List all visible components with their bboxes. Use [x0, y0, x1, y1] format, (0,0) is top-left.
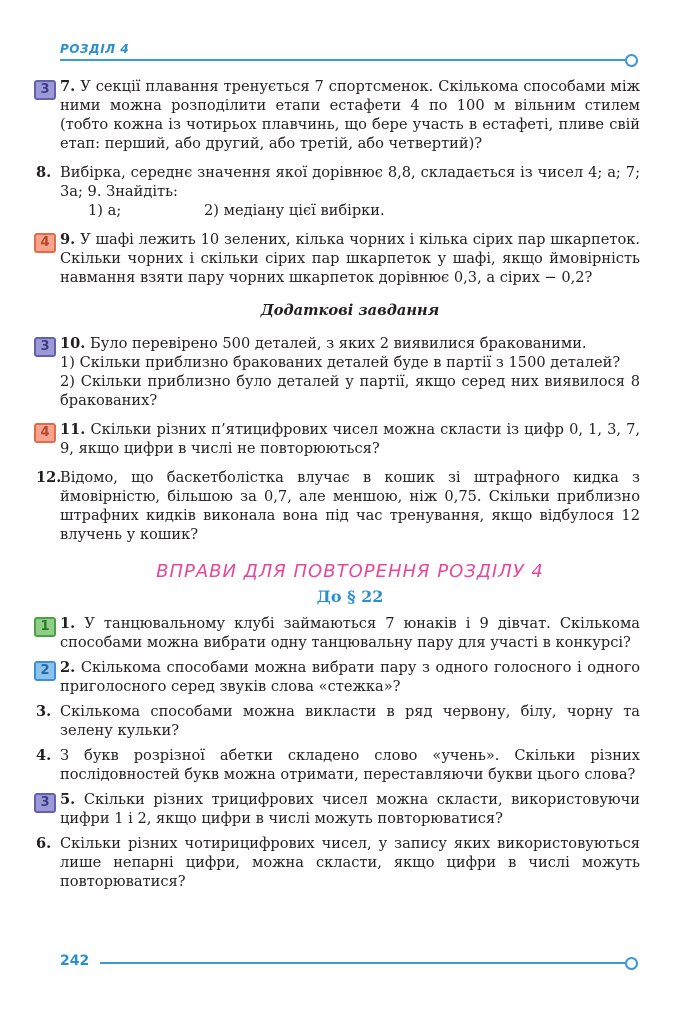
task-text: Скільки різних п’ятицифрових чисел можна скласти із цифр 0, 1, 3, 7, 9, якщо цифри в числі не повторюються?: [60, 421, 641, 457]
level-3-badge-icon: 3: [34, 80, 56, 100]
task-text: Скільки різних трицифрових чисел можна скласти, використовуючи цифри 1 і 2, якщо цифри в числі можуть повторюватися?: [60, 791, 640, 827]
header-rule: [60, 59, 627, 61]
task-number: 12.: [36, 469, 62, 486]
task-text: Скільки різних чотирицифрових чисел, у запису яких використовуються лише непарні цифри, можна скласти, якщо цифри в числі можуть повторюватися?: [60, 835, 640, 890]
task-text: У танцювальному клубі займаються 7 юнаків і 9 дівчат. Скількома способами можна вибрати одну танцювальну пару для участі в конкурсі?: [60, 615, 640, 651]
task-8: [36, 163, 640, 220]
level-4-badge-icon: 4: [34, 423, 56, 443]
task-text: Вибірка, середнє значення якої дорівнює 8,8, складається із чисел 4; a; 7; 3a; 9. Знайдіть:: [60, 164, 640, 200]
task-number: 7.: [60, 78, 76, 95]
additional-tasks-heading: Додаткові завдання: [260, 302, 440, 319]
paragraph-heading: До § 22: [316, 587, 384, 606]
task-text: У секції плавання тренується 7 спортсменок. Скількома способами між ними можна розподілити етапи естафети 4 по 100 м вільним стилем (тобто кожна із чотирьох плавчинь, що бере участь в естафеті, пливе свій етап: перший, або другий, або третій, або четвертий)?: [60, 78, 641, 152]
task-9: [40, 230, 641, 287]
task-number: 10.: [60, 335, 86, 352]
task-option-1: 1) a;: [88, 202, 122, 219]
task-12: [36, 468, 640, 544]
level-3-badge-icon: 3: [34, 793, 56, 813]
review-task-3: [36, 702, 640, 740]
header-rule-end-dot: [625, 54, 638, 67]
task-question-2: 2) Скільки приблизно було деталей у партії, якщо серед них виявилося 8 бракованих?: [60, 373, 640, 409]
task-text: У шафі лежить 10 зелених, кілька чорних і кілька сірих пар шкарпеток. Скільки чорних і скільки сірих пар шкарпеток у шафі, якщо ймовірність навмання взяти пару чорних шкарпеток дорівнює 0,3, а сірих − 0,2?: [60, 231, 641, 286]
task-number: 5.: [60, 791, 76, 808]
task-text: Було перевірено 500 деталей, з яких 2 виявилися бракованими.: [90, 335, 587, 352]
task-number: 1.: [60, 615, 76, 632]
task-text: З букв розрізної абетки складено слово «учень». Скільки різних послідовностей букв можна отримати, переставляючи букви цього слова?: [60, 747, 640, 783]
task-number: 8.: [36, 164, 52, 181]
page-content: [36, 77, 641, 891]
task-number: 11.: [60, 421, 86, 438]
page-number: 242: [60, 953, 90, 969]
level-2-badge-icon: 2: [34, 661, 56, 681]
review-heading: ВПРАВИ ДЛЯ ПОВТОРЕННЯ РОЗДІЛУ 4: [156, 561, 544, 582]
review-task-6: [36, 834, 640, 891]
task-text: Відомо, що баскетболістка влучає в кошик зі штрафного кидка з ймовірністю, більшою за 0,7, але меншою, ніж 0,75. Скільки приблизно штрафних кидків виконала вона під час тренування, якщо відбулося 12 влучень у кошик?: [60, 469, 640, 543]
task-10: [40, 334, 640, 410]
task-number: 2.: [60, 659, 76, 676]
task-text: Скількома способами можна викласти в ряд червону, білу, чорну та зелену кульки?: [60, 703, 640, 739]
level-3-badge-icon: 3: [34, 337, 56, 357]
level-1-badge-icon: 1: [34, 617, 56, 637]
review-task-4: [36, 746, 640, 784]
task-number: 9.: [60, 231, 76, 248]
task-7: [40, 77, 641, 153]
task-number: 4.: [36, 747, 52, 764]
review-task-2: [40, 658, 641, 696]
task-number: 6.: [36, 835, 52, 852]
task-text: Скількома способами можна вибрати пару з одного голосного і одного приголосного серед звуків слова «стежка»?: [60, 659, 641, 695]
task-question-1: 1) Скільки приблизно бракованих деталей буде в партії з 1500 деталей?: [60, 354, 621, 371]
level-4-badge-icon: 4: [34, 233, 56, 253]
footer-rule: [100, 962, 627, 964]
task-11: [40, 420, 641, 458]
review-task-1: [40, 614, 640, 652]
review-task-5: [40, 790, 640, 828]
task-option-2: 2) медіану цієї вибірки.: [204, 202, 385, 219]
footer-rule-end-dot: [625, 957, 638, 970]
task-number: 3.: [36, 703, 52, 720]
section-label: РОЗДІЛ 4: [60, 42, 130, 56]
